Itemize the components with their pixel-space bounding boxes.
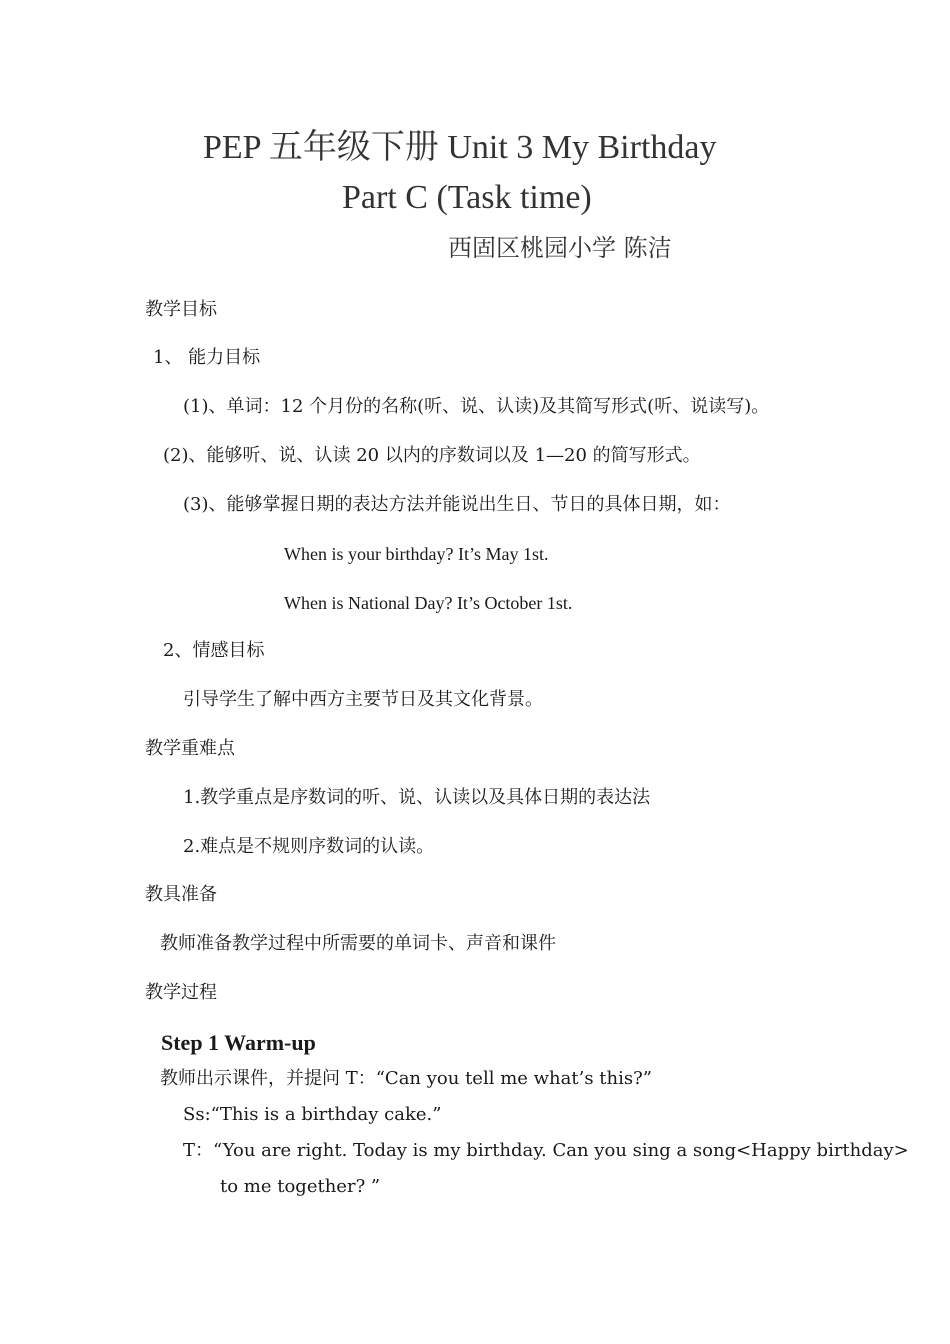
ability-item-2: (2)、能够听、说、认读 20 以内的序数词以及 1—20 的简写形式。 <box>163 445 701 466</box>
document-title-line1: PEP 五年级下册 Unit 3 My Birthday <box>203 129 717 166</box>
materials-item-1: 教师准备教学过程中所需要的单词卡、声音和课件 <box>160 933 556 954</box>
subheading-ability: 1、 能力目标 <box>153 347 261 368</box>
example-sentence-2: When is National Day? It’s October 1st. <box>284 593 573 613</box>
subheading-emotion: 2、情感目标 <box>163 640 265 661</box>
section-heading-key-points: 教学重难点 <box>145 738 235 759</box>
emotion-item-1: 引导学生了解中西方主要节日及其文化背景。 <box>183 689 543 710</box>
example-sentence-1: When is your birthday? It’s May 1st. <box>284 544 549 564</box>
step1-line-3: T：“You are right. Today is my birthday. Can you sing a song<Happy birthday> <box>183 1140 909 1161</box>
section-heading-process: 教学过程 <box>145 982 217 1003</box>
key-point-2: 2.难点是不规则序数词的认读。 <box>183 836 435 857</box>
document-title-line2: Part C (Task time) <box>342 179 592 216</box>
section-heading-materials: 教具准备 <box>145 884 217 905</box>
step1-line-1: 教师出示课件，并提问 T：“Can you tell me what’s this?” <box>160 1068 652 1089</box>
ability-item-3: (3)、能够掌握日期的表达方法并能说出生日、节日的具体日期，如： <box>183 494 731 515</box>
step1-line-2: Ss:“This is a birthday cake.” <box>183 1104 442 1125</box>
step1-line-4: to me together? ” <box>220 1176 381 1197</box>
section-heading-objectives: 教学目标 <box>145 299 217 320</box>
key-point-1: 1.教学重点是序数词的听、说、认读以及具体日期的表达法 <box>183 787 651 808</box>
document-author: 西固区桃园小学 陈洁 <box>448 234 672 262</box>
step1-heading: Step 1 Warm-up <box>161 1030 316 1055</box>
ability-item-1: (1)、单词：12 个月份的名称(听、说、认读)及其简写形式(听、说读写)。 <box>183 396 770 417</box>
